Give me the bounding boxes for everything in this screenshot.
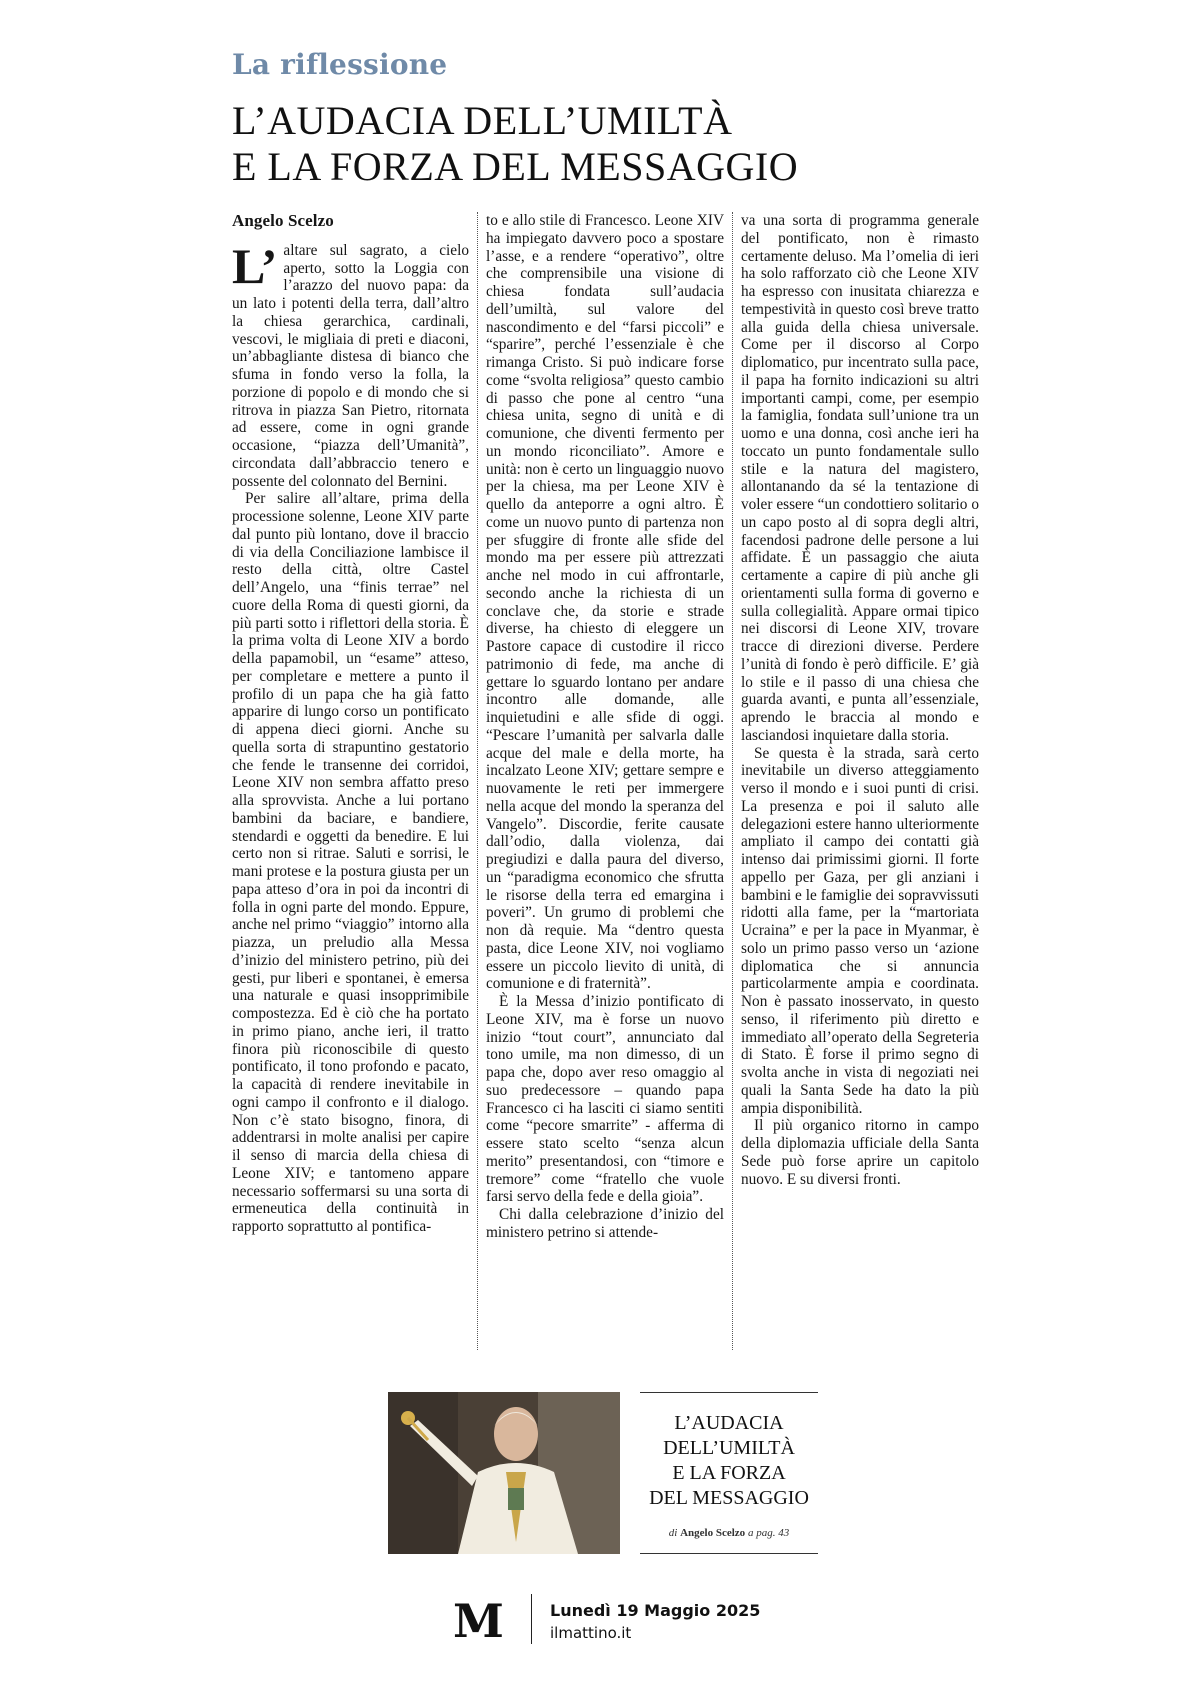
paragraph: Per salire all’altare, prima della processione solenne, Leone XIV parte dal punto più lontano, dove il braccio di via della Conciliazione lambisce il resto della città, oltre Castel dell’Angelo, una “finis terrae” nel cuore della Roma di questi giorni, da più parti sotto i riflettori della storia. È la prima volta di Leone XIV a bordo della papamobil, un “esame” atteso, per completare e mettere a punto il profilo di un papa che ha già fatto apparire di lungo corso un pontificato di appena dieci giorni. Anche su quella sorta di strapuntino gestatorio che fende le transenne dei corridoi, Leone XIV non sembra affatto preso alla sprovvista. Anche a lui portano bambini da baciare, e bandiere, stendardi e oggetti da benedire. E lui certo non si ritrae. Saluti e sorrisi, le mani protese e la postura giusta per un papa atteso d’ora in poi da incontri di folla in ogni parte del mondo. Eppure, anche nel primo “viaggio” intorno alla piazza, un preludio alla Messa d’inizio del ministero petrino, più dei gesti, pur liberi e spontanei, è emersa una naturale e quasi insopprimibile compostezza. Ed è ciò che ha portato in primo piano, anche ieri, il tratto finora più riconoscibile di questo pontificato, il tono profondo e pacato, la capacità di rendere inevitabile in ogni campo il confronto e il dialogo. Non c’è stato bisogno, finora, di addentrarsi in molte analisi per capire il senso di marcia della chiesa di Leone XIV; e tantomeno appare necessario soffermarsi su una sorta di ermeneutica della continuità in rapporto soprattutto al pontifica- — [232, 490, 469, 1235]
article-column-1 — [232, 212, 469, 1350]
teaser-by-prefix: di — [668, 1527, 678, 1539]
paragraph-text: altare sul sagrato, a cielo aperto, sotto la Loggia con l’arazzo del nuovo papa: da un lato i potenti della terra, dall’altro la chiesa gerarchica, cardinali, vescovi, le migliaia di preti e diaconi, un’abbagliante distesa di bianco che sfuma in fondo verso la folla, la porzione di popolo e di mondo che si ritrova in piazza San Pietro, ritornata ad essere, come in ogni grande occasione, “piazza dell’Umanità”, circondata dall’abbraccio tenero e possente del colonnato del Bernini. — [232, 241, 469, 490]
teaser-byline — [640, 1527, 818, 1539]
article-column-3 — [741, 212, 979, 1350]
teaser-title — [640, 1411, 818, 1511]
teaser-by-name: Angelo Scelzo — [680, 1527, 746, 1539]
paragraph: Il più organico ritorno in campo della diplomazia ufficiale della Santa Sede può forse aprire un capitolo nuovo. E su diversi fronti. — [741, 1117, 979, 1188]
lead-paragraph — [232, 237, 469, 491]
paragraph: Chi dalla celebrazione d’inizio del ministero petrino si attende- — [486, 1206, 724, 1241]
column-divider — [732, 212, 733, 1350]
footer-date: Lunedì 19 Maggio 2025 — [550, 1601, 761, 1620]
footer-site-link[interactable]: ilmattino.it — [550, 1624, 632, 1642]
headline-line-2: E LA FORZA DEL MESSAGGIO — [232, 144, 799, 189]
section-kicker: La riflessione — [232, 48, 448, 81]
teaser-box[interactable] — [640, 1392, 818, 1554]
footer-divider — [531, 1594, 532, 1644]
teaser-title-line: DEL MESSAGGIO — [649, 1487, 809, 1509]
headline-line-1: L’AUDACIA DELL’UMILTÀ — [232, 98, 733, 143]
paragraph: È la Messa d’inizio pontificato di Leone XIV, ma è forse un nuovo inizio “tout court”, annunciato dal tono umile, ma non dimesso, di un papa che, dopo aver reso omaggio al suo predecessore – quando papa Francesco ci ha lasciti ci siamo sentiti come “pecore smarrite” - afferma di essere stato scelto “senza alcun merito” presentandosi, con “timore e tremore” come “fratello che vuole farsi servo della fede e della gioia”. — [486, 993, 724, 1206]
teaser-title-line: E LA FORZA — [672, 1462, 786, 1484]
drop-cap: L’ — [232, 237, 278, 294]
teaser-title-line: L’AUDACIA — [674, 1412, 784, 1434]
teaser-photo[interactable] — [388, 1392, 620, 1554]
teaser-title-line: DELL’UMILTÀ — [663, 1437, 795, 1459]
article-column-2 — [486, 212, 724, 1350]
teaser-by-page: a pag. 43 — [747, 1527, 790, 1539]
newspaper-logo[interactable]: M — [453, 1594, 504, 1648]
byline: Angelo Scelzo — [232, 212, 334, 230]
pope-photo-illustration — [388, 1392, 620, 1554]
paragraph: va una sorta di programma generale del pontificato, non è rimasto certamente deluso. Ma l’omelia di ieri ha solo rafforzato ciò che Leone XIV ha espresso con inusitata chiarezza e tempestività in questo così breve tratto alla guida della chiesa universale. Come per il discorso al Corpo diplomatico, pur incentrato sulla pace, il papa ha fornito indicazioni su altri importanti campi, come, per esempio la famiglia, fondata sull’unione tra un uomo e una donna, così anche ieri ha toccato un punto fondamentale sullo stile e la natura del magistero, allontanando da sé la tentazione di voler essere “un condottiero solitario o un capo posto al di sopra degli altri, facendosi padrone delle persone a lui affidate. È un passaggio che aiuta certamente a capire di più anche gli orientamenti sulla forma di governo e sulla collegialità. Appare ormai tipico nei discorsi di Leone XIV, trovare tracce di direzioni diverse. Perdere l’unità di fondo è però difficile. E’ già lo stile e il passo di una chiesa che guarda avanti, e punta all’essenziale, aprendo le braccia al mondo e lasciandosi inquietare dalla storia. — [741, 212, 979, 744]
paragraph: Se questa è la strada, sarà certo inevitabile un diverso atteggiamento verso il mondo e i suoi punti di crisi. La presenza e poi il saluto alle delegazioni estere hanno ulteriormente ampliato il campo dei contatti già intenso dai primissimi giorni. Il forte appello per Gaza, per gli anziani i bambini e le famiglie dei sopravvissuti ridotti alla fame, per la “martoriata Ucraina” e per la pace in Myanmar, è solo un primo passo verso un ‘azione diplomatica che si annuncia particolarmente ampia e coordinata. Non è passato inosservato, in questo senso, il riferimento più diretto e immediato all’operato della Segreteria di Stato. È forse il primo segno di svolta anche in vista di negoziati nei quali la Santa Sede ha dato la più ampia disponibilità. — [741, 744, 979, 1117]
article-headline — [232, 98, 952, 190]
column-divider — [477, 212, 478, 1350]
paragraph: to e allo stile di Francesco. Leone XIV ha impiegato davvero poco a spostare l’asse, e a rendere “operativo”, oltre che comprensibile una visione di chiesa fondata sull’audacia dell’umiltà, sul valore del nascondimento e del “farsi piccoli” e “sparire”, perché l’essenziale è che rimanga Cristo. Si può indicare forse come “svolta religiosa” questo cambio di passo che pone al centro “una chiesa unita, segno di unità e di comunione, che diventi fermento per un mondo riconciliato”. Amore e unità: non è certo un linguaggio nuovo per la chiesa, ma per Leone XIV è quello da anteporre a ogni altro. È come un nuovo punto di partenza non per sfuggire di fronte alle sfide del mondo ma per essere più attrezzati anche nel modo in cui affrontarle, secondo anche la richiesta di un conclave che, da storie e strade diverse, ha chiesto di eleggere un Pastore capace di custodire il ricco patrimonio di fede, ma anche di gettare lo sguardo lontano per andare incontro alle domande, alle inquietudini e alle sfide di oggi. “Pescare l’umanità per salvarla dalle acque del male e della morte, ha incalzato Leone XIV; gettare sempre e nuovamente le reti per immergere nella acque del mondo la speranza del Vangelo”. Discordie, ferite causate dall’odio, dalla violenza, dai pregiudizi e dalla paura del diverso, un “paradigma economico che sfrutta le risorse della terra ed emargina i poveri”. Un grumo di problemi che non dà requie. Ma “dentro questa pasta, dice Leone XIV, noi vogliamo essere un piccolo lievito di unità, di comunione e di fraternità”. — [486, 212, 724, 993]
